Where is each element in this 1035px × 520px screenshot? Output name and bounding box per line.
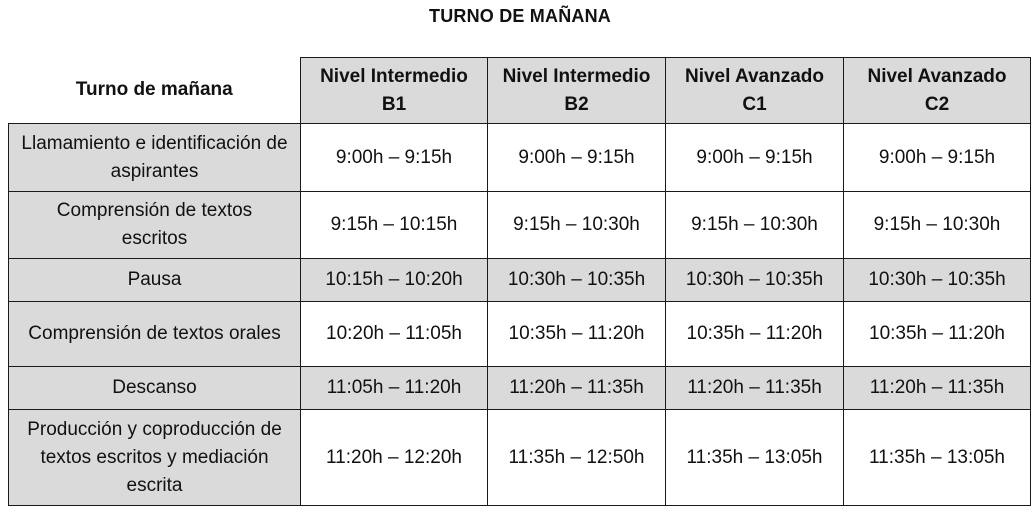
time-cell: 10:30h – 10:35h (844, 259, 1031, 302)
time-cell: 9:15h – 10:15h (301, 192, 488, 259)
table-row (9, 192, 1031, 259)
time-cell: 11:35h – 13:05h (844, 410, 1031, 506)
time-cell: 10:20h – 11:05h (301, 302, 488, 367)
time-cell: 11:05h – 11:20h (301, 367, 488, 410)
time-cell: 10:30h – 10:35h (488, 259, 666, 302)
level-header-b1 (301, 58, 488, 124)
level-code: B2 (564, 93, 589, 115)
time-cell: 11:20h – 11:35h (488, 367, 666, 410)
time-cell: 9:00h – 9:15h (301, 124, 488, 192)
level-name: Nivel Avanzado (867, 65, 1007, 87)
level-name: Nivel Intermedio (320, 65, 468, 87)
level-header-c2 (844, 58, 1031, 124)
time-cell: 11:20h – 12:20h (301, 410, 488, 506)
table-row (9, 302, 1031, 367)
time-cell: 10:30h – 10:35h (666, 259, 844, 302)
header-row (9, 58, 1031, 124)
row-label: Producción y coproducción de textos escritos y mediación escrita (9, 410, 301, 506)
time-cell: 9:00h – 9:15h (844, 124, 1031, 192)
time-cell: 10:35h – 11:20h (666, 302, 844, 367)
time-cell: 11:35h – 13:05h (666, 410, 844, 506)
level-code: B1 (381, 93, 407, 115)
row-label: Descanso (9, 367, 301, 410)
time-cell: 11:20h – 11:35h (666, 367, 844, 410)
time-cell: 9:00h – 9:15h (488, 124, 666, 192)
time-cell: 9:15h – 10:30h (844, 192, 1031, 259)
corner-label: Turno de mañana (9, 58, 301, 124)
time-cell: 11:20h – 11:35h (844, 367, 1031, 410)
level-header-c1 (666, 58, 844, 124)
page-title: TURNO DE MAÑANA (429, 6, 611, 26)
time-cell: 9:15h – 10:30h (488, 192, 666, 259)
time-cell: 10:35h – 11:20h (844, 302, 1031, 367)
time-cell: 10:35h – 11:20h (488, 302, 666, 367)
time-cell: 9:15h – 10:30h (666, 192, 844, 259)
level-code: C2 (924, 93, 950, 115)
level-name: Nivel Intermedio (502, 65, 651, 87)
table-row (9, 259, 1031, 302)
time-cell: 9:00h – 9:15h (666, 124, 844, 192)
row-label: Comprensión de textos escritos (9, 192, 301, 259)
row-label: Llamamiento e identificación de aspirantes (9, 124, 301, 192)
row-label: Comprensión de textos orales (9, 302, 301, 367)
level-name: Nivel Avanzado (684, 65, 825, 87)
row-label: Pausa (9, 259, 301, 302)
table-row (9, 410, 1031, 506)
table-row (9, 124, 1031, 192)
time-cell: 10:15h – 10:20h (301, 259, 488, 302)
level-code: C1 (742, 93, 767, 115)
time-cell: 11:35h – 12:50h (488, 410, 666, 506)
level-header-b2 (488, 58, 666, 124)
schedule-table (8, 57, 1031, 506)
table-row (9, 367, 1031, 410)
